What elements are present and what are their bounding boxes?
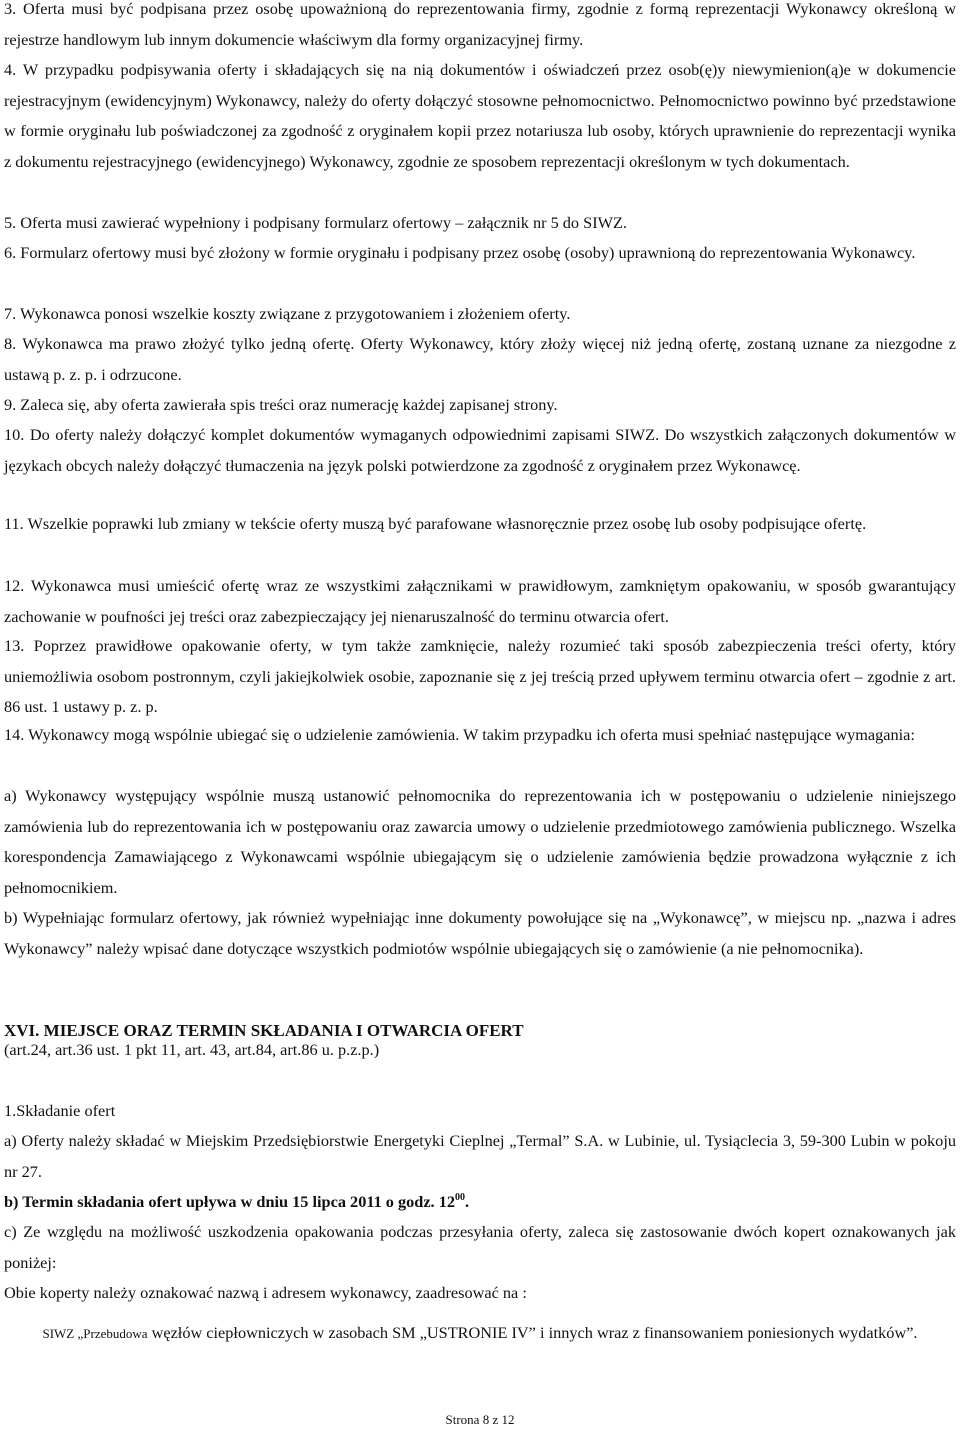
paragraph-9: 9. Zaleca się, aby oferta zawierała spis treści oraz numerację każdej zapisanej strony. <box>4 395 558 414</box>
section-references: (art.24, art.36 ust. 1 pkt 11, art. 43, art.84, art.86 u. p.z.p.) <box>4 1040 380 1059</box>
paragraph-a: a) Oferty należy składać w Miejskim Przedsiębiorstwie Energetyki Cieplnej „Termal” S.A. w Lubinie, ul. Tysiąclecia 3, 59-300 Lubin w pokoju nr 27. <box>4 1131 956 1181</box>
paragraph-5: 5. Oferta musi zawierać wypełniony i podpisany formularz ofertowy – załącznik nr 5 do SIWZ. <box>4 213 628 232</box>
paragraph-koperty: Obie koperty należy oznakować nazwą i adresem wykonawcy, zaadresować na : <box>4 1283 527 1302</box>
paragraph-14: 14. Wykonawcy mogą wspólnie ubiegać się o udzielenie zamówienia. W takim przypadku ich oferta musi spełniać następujące wymagania: <box>4 725 915 744</box>
envelope-label <box>18 1318 942 1350</box>
paragraph-12: 12. Wykonawca musi umieścić ofertę wraz ze wszystkimi załącznikami w prawidłowym, zamkniętym opakowaniu, w sposób gwarantujący zachowanie w poufności jej treści oraz zabezpieczający jej nienaruszalność do terminu otwarcia ofert. <box>4 576 956 626</box>
subsection-title: 1.Składanie ofert <box>4 1101 116 1120</box>
paragraph-13: 13. Poprzez prawidłowe opakowanie oferty, w tym także zamknięcie, należy rozumieć taki sposób zabezpieczenia treści oferty, który uniemożliwia osobom postronnym, czyli jakiejkolwiek osobie, zapoznanie się z jej treścią przed upływem terminu otwarcia ofert – zgodnie z art. 86 ust. 1 ustawy p. z. p. <box>4 636 956 717</box>
section-heading: XVI. MIEJSCE ORAZ TERMIN SKŁADANIA I OTWARCIA OFERT <box>4 1021 524 1040</box>
paragraph-14b: b) Wypełniając formularz ofertowy, jak również wypełniając inne dokumenty powołujące się na „Wykonawcę”, w miejscu np. „nazwa i adres Wykonawcy” należy wpisać dane dotyczące wszystkich podmiotów wspólnie ubiegających się o zamówienie (a nie pełnomocnika). <box>4 908 956 958</box>
paragraph-11: 11. Wszelkie poprawki lub zmiany w tekście oferty muszą być parafowane własnoręcznie przez osobę lub osoby podpisujące ofertę. <box>4 514 867 533</box>
paragraph-4: 4. W przypadku podpisywania oferty i składających się na nią dokumentów i oświadczeń przez osob(ę)y niewymienion(ą)e w dokumencie rejestracyjnym (ewidencyjnym) Wykonawcy, należy do oferty dołączyć stosowne pełnomocnictwo. Pełnomocnictwo powinno być przedstawione w formie oryginału lub poświadczonej za zgodność z oryginałem kopii przez notariusza lub osoby, których uprawnienie do reprezentacji wynika z dokumentu rejestracyjnego (ewidencyjnego) Wykonawcy, zgodnie ze sposobem reprezentacji określonym w tych dokumentach. <box>4 60 956 171</box>
paragraph-10: 10. Do oferty należy dołączyć komplet dokumentów wymaganych odpowiednimi zapisami SIWZ. Do wszystkich załączonych dokumentów w językach obcych należy dołączyć tłumaczenia na język polski potwierdzone za zgodność z oryginałem przez Wykonawcę. <box>4 425 956 475</box>
paragraph-8: 8. Wykonawca ma prawo złożyć tylko jedną ofertę. Oferty Wykonawcy, który złoży więcej niż jedną ofertę, zostaną uznane za niezgodne z ustawą p. z. p. i odrzucone. <box>4 334 956 384</box>
paragraph-14a: a) Wykonawcy występujący wspólnie muszą ustanowić pełnomocnika do reprezentowania ich w postępowaniu o udzielenie niniejszego zamówienia lub do reprezentowania ich w postępowaniu oraz zawarcia umowy o udzielenie przedmiotowego zamówienia publicznego. Wszelka korespondencja Zamawiającego z Wykonawcami wspólnie ubiegającym się o udzielenie zamówienia będzie prowadzona wyłącznie z ich pełnomocnikiem. <box>4 786 956 897</box>
envelope-label-prefix: SIWZ „Przebudowa <box>42 1326 148 1341</box>
page-number: Strona 8 z 12 <box>445 1412 515 1427</box>
deadline-text: b) Termin składania ofert upływa w dniu 15 lipca 2011 o godz. 12 <box>4 1192 455 1211</box>
paragraph-7: 7. Wykonawca ponosi wszelkie koszty związane z przygotowaniem i złożeniem oferty. <box>4 304 571 323</box>
envelope-label-text: węzłów ciepłowniczych w zasobach SM „USTRONIE IV” i innych wraz z finansowaniem poniesionych wydatków”. <box>147 1323 918 1342</box>
paragraph-6: 6. Formularz ofertowy musi być złożony w formie oryginału i podpisany przez osobę (osoby) uprawnioną do reprezentowania Wykonawcy. <box>4 243 916 262</box>
deadline-end: . <box>464 1192 470 1211</box>
paragraph-c: c) Ze względu na możliwość uszkodzenia opakowania podczas przesyłania oferty, zaleca się zastosowanie dwóch kopert oznakowanych jak poniżej: <box>4 1222 956 1272</box>
deadline-minutes: 00 <box>454 1192 465 1203</box>
paragraph-b <box>4 1187 956 1218</box>
paragraph-3: 3. Oferta musi być podpisana przez osobę upoważnioną do reprezentowania firmy, zgodnie z formą reprezentacji Wykonawcy określoną w rejestrze handlowym lub innym dokumencie właściwym dla formy organizacyjnej firmy. <box>4 0 956 49</box>
